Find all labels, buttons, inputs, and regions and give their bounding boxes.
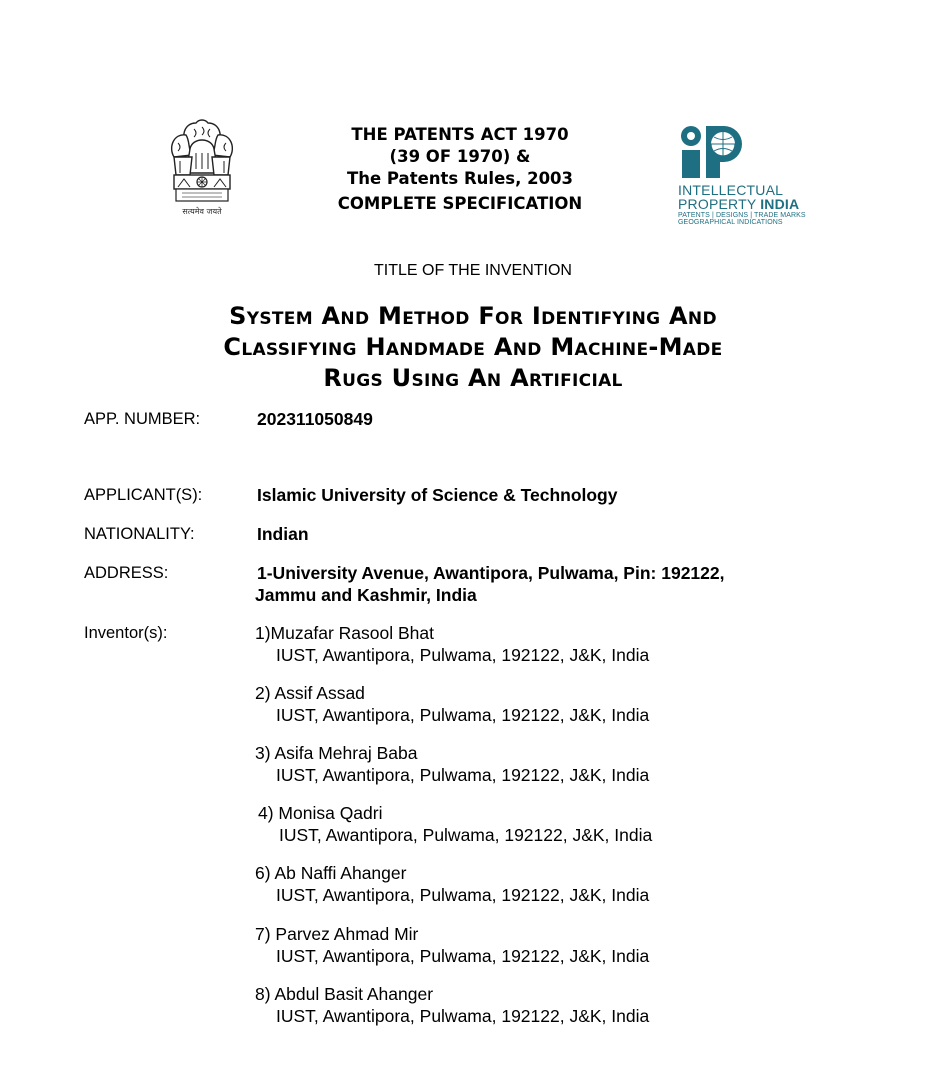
inventor-address: IUST, Awantipora, Pulwama, 192122, J&K, India — [276, 1006, 650, 1026]
inventor-entry — [255, 862, 649, 906]
inventor-address: IUST, Awantipora, Pulwama, 192122, J&K, India — [276, 645, 650, 665]
address-value-line1: 1-University Avenue, Awantipora, Pulwama, Pin: 192122, — [257, 563, 725, 583]
inventor-entry — [255, 682, 649, 726]
ip-logo-property: PROPERTY — [678, 196, 757, 212]
inventor-name: 3) Asifa Mehraj Baba — [255, 743, 418, 763]
emblem-caption: सत्यमेव जयते — [182, 207, 222, 216]
inventor-address: IUST, Awantipora, Pulwama, 192122, J&K, India — [279, 825, 653, 845]
inventor-entry — [255, 923, 649, 967]
header-line: (39 OF 1970) & — [389, 147, 531, 166]
inventor-name: 8) Abdul Basit Ahanger — [255, 984, 434, 1004]
nationality-label: NATIONALITY: — [84, 525, 195, 543]
ip-india-logo — [676, 124, 806, 228]
header-title-block — [290, 124, 630, 215]
address-label: ADDRESS: — [84, 564, 169, 582]
ip-logo-india: INDIA — [760, 196, 800, 212]
nationality-value: Indian — [257, 524, 309, 544]
inventors-label: Inventor(s): — [84, 624, 168, 642]
inventor-address: IUST, Awantipora, Pulwama, 192122, J&K, India — [276, 765, 650, 785]
inventor-name: 2) Assif Assad — [255, 683, 365, 703]
app-number-label: APP. NUMBER: — [84, 410, 201, 428]
ip-logo-line3: PATENTS | DESIGNS | TRADE MARKS — [678, 212, 806, 219]
inventor-address: IUST, Awantipora, Pulwama, 192122, J&K, India — [276, 705, 650, 725]
app-number-value: 202311050849 — [257, 409, 373, 429]
invention-title-line: Rugs Using An Artificial — [323, 364, 623, 392]
invention-title-line: System And Method For Identifying And — [229, 302, 717, 330]
national-emblem-icon — [166, 117, 238, 221]
ip-logo-line4: GEOGRAPHICAL INDICATIONS — [678, 219, 783, 226]
title-label: TITLE OF THE INVENTION — [374, 262, 572, 279]
inventor-name: 6) Ab Naffi Ahanger — [255, 863, 407, 883]
address-value-line2: Jammu and Kashmir, India — [255, 585, 477, 605]
invention-title-line: Classifying Handmade And Machine-Made — [223, 333, 723, 361]
inventor-address: IUST, Awantipora, Pulwama, 192122, J&K, India — [276, 946, 650, 966]
inventor-address: IUST, Awantipora, Pulwama, 192122, J&K, India — [276, 885, 650, 905]
applicant-value: Islamic University of Science & Technology — [257, 485, 618, 505]
inventor-name: 7) Parvez Ahmad Mir — [255, 924, 419, 944]
applicant-label: APPLICANT(S): — [84, 486, 203, 504]
ip-india-mark-icon — [678, 124, 750, 180]
header-line: THE PATENTS ACT 1970 — [351, 125, 569, 144]
inventor-entry — [258, 802, 652, 846]
inventor-name: 1)Muzafar Rasool Bhat — [255, 623, 434, 643]
ip-logo-line1: INTELLECTUAL — [678, 182, 784, 198]
inventor-entry — [255, 742, 649, 786]
inventor-entry — [255, 622, 649, 666]
ip-logo-line2 — [678, 197, 799, 211]
invention-title — [120, 301, 826, 394]
inventor-name: 4) Monisa Qadri — [258, 803, 383, 823]
inventor-entry — [255, 983, 649, 1027]
header-line: The Patents Rules, 2003 — [346, 169, 574, 188]
header-line: COMPLETE SPECIFICATION — [337, 194, 583, 213]
